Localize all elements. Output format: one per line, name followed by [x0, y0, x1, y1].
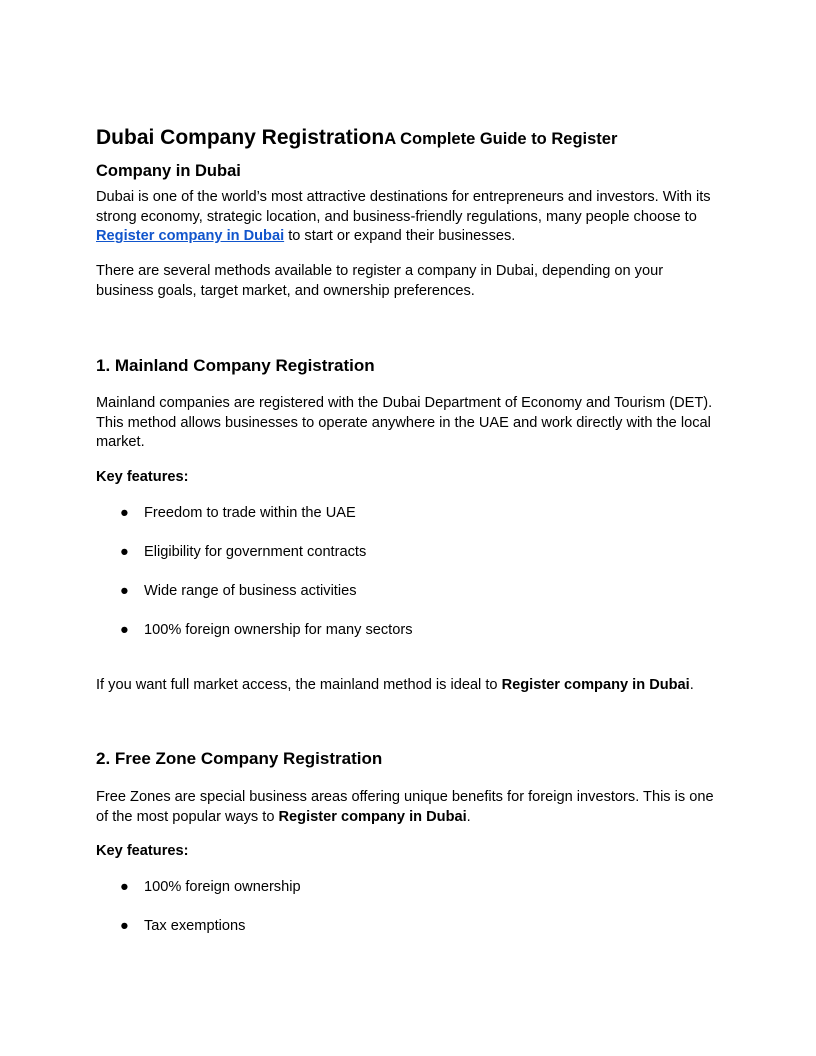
- bullet-icon: ●: [120, 918, 129, 934]
- bullet-icon: ●: [120, 879, 129, 895]
- bullet-icon: ●: [120, 583, 129, 599]
- section1-body: Mainland companies are registered with the Dubai Department of Economy and Tourism (DET). This method allows businesses to operate anywhere in the UAE and work directly with the local market.: [96, 395, 713, 450]
- closing-text-after: .: [689, 677, 694, 693]
- bullet-icon: ●: [120, 622, 129, 638]
- list-item-text: Wide range of business activities: [144, 583, 357, 599]
- closing-text-before: If you want full market access, the mainland method is ideal to: [96, 677, 502, 693]
- list-item-text: Eligibility for government contracts: [144, 544, 367, 560]
- section2-heading: 2. Free Zone Company Registration: [96, 749, 383, 768]
- section1-key-features-label: Key features:: [96, 469, 189, 485]
- document-title: [96, 120, 696, 184]
- section2-text-before: Free Zones are special business areas offering unique benefits for foreign investors. This is one of the most popular ways to: [96, 789, 714, 825]
- section2-body: [96, 788, 720, 827]
- bullet-icon: ●: [120, 544, 129, 560]
- list-item-text: Tax exemptions: [144, 918, 246, 934]
- intro-text-before: Dubai is one of the world’s most attractive destinations for entrepreneurs and investors. With its strong economy, strategic location, and business-friendly regulations, many people choose to: [96, 189, 711, 225]
- section2-key-features-label: Key features:: [96, 843, 189, 859]
- list-item-text: Freedom to trade within the UAE: [144, 505, 356, 521]
- bullet-icon: ●: [120, 505, 129, 521]
- section2-bold-text: Register company in Dubai: [278, 808, 467, 825]
- intro-paragraph-2: There are several methods available to register a company in Dubai, depending on your business goals, target market, and ownership preferences.: [96, 263, 664, 299]
- register-company-link[interactable]: Register company in Dubai: [96, 228, 285, 244]
- title-main: Dubai Company Registration: [96, 126, 385, 149]
- section1-heading: 1. Mainland Company Registration: [96, 356, 375, 375]
- closing-bold-text: Register company in Dubai: [501, 677, 690, 693]
- intro-paragraph-1: [96, 188, 720, 247]
- list-item-text: 100% foreign ownership: [144, 879, 301, 895]
- list-item-text: 100% foreign ownership for many sectors: [144, 622, 413, 638]
- section1-closing: [96, 676, 720, 696]
- section2-text-after: .: [466, 808, 471, 825]
- title-subtitle: A Complete Guide to Register Company in Dubai: [96, 130, 618, 180]
- intro-text-after: to start or expand their businesses.: [284, 228, 516, 244]
